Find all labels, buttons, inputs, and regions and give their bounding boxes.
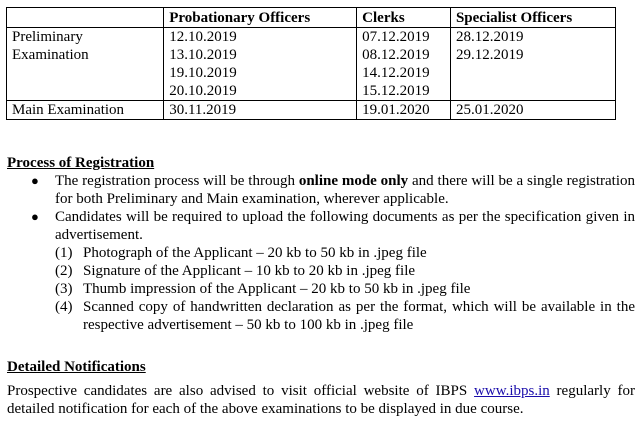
date-value: 19.10.2019 xyxy=(169,65,237,81)
notifications-heading: Detailed Notifications xyxy=(7,359,146,375)
notifications-paragraph xyxy=(7,382,635,418)
date-value: 15.12.2019 xyxy=(362,83,430,99)
document-number: (2) xyxy=(55,263,73,279)
date-value: 14.12.2019 xyxy=(362,65,430,81)
date-value: 19.01.2020 xyxy=(362,102,430,118)
clerks-prelim-dates xyxy=(357,28,451,101)
date-value: 07.12.2019 xyxy=(362,29,430,45)
date-value: 12.10.2019 xyxy=(169,29,237,45)
header-blank xyxy=(7,8,164,28)
bullet-text: Candidates will be required to upload the following documents as per the specification given in advertisement. xyxy=(55,209,635,243)
clerks-main-date xyxy=(357,101,451,120)
so-main-date xyxy=(450,101,615,120)
date-value: 30.11.2019 xyxy=(169,102,237,118)
date-value: 29.12.2019 xyxy=(455,47,524,63)
document-item xyxy=(55,244,635,262)
header-specialist-officers: Specialist Officers xyxy=(450,8,615,28)
document-text: Photograph of the Applicant – 20 kb to 50 kb in .jpeg file xyxy=(83,245,427,261)
date-value: 25.01.2020 xyxy=(455,102,524,118)
document-number: (4) xyxy=(55,299,73,315)
documents-list xyxy=(55,244,635,334)
date-value: 13.10.2019 xyxy=(169,47,237,63)
bullet-text-pre: The registration process will be through xyxy=(55,173,299,189)
notifications-text-pre: Prospective candidates are also advised to visit official website of IBPS xyxy=(7,383,475,399)
po-main-date xyxy=(164,101,357,120)
bullet-text-bold: online mode only xyxy=(298,173,409,189)
bullet-icon: ● xyxy=(31,209,39,224)
date-value: 20.10.2019 xyxy=(169,83,237,99)
header-clerks: Clerks xyxy=(357,8,451,28)
row-label-line: Examination xyxy=(12,47,89,63)
table-row-preliminary xyxy=(7,28,616,101)
registration-bullets xyxy=(7,172,635,334)
document-text: Scanned copy of handwritten declaration as per the format, which will be available in the respective advertisement – 50 kb to 100 kb in .jpeg file xyxy=(83,299,635,333)
document-text: Signature of the Applicant – 10 kb to 20 kb in .jpeg file xyxy=(83,263,416,279)
so-prelim-dates xyxy=(450,28,615,101)
ibps-website-link[interactable]: www.ibps.in xyxy=(474,383,550,399)
bullet-icon: ● xyxy=(31,173,39,188)
row-label-main xyxy=(7,101,164,120)
notifications-text-post: regularly for detailed notification for each of the above examinations to be displayed in due course. xyxy=(7,383,636,417)
document-item xyxy=(55,280,635,298)
notifications-section xyxy=(7,358,635,418)
document-number: (1) xyxy=(55,245,73,261)
po-prelim-dates xyxy=(164,28,357,101)
table-header-row xyxy=(7,8,616,28)
registration-heading: Process of Registration xyxy=(7,155,155,171)
list-item xyxy=(7,172,635,208)
row-label-line: Preliminary xyxy=(12,29,83,45)
date-value: 08.12.2019 xyxy=(362,47,430,63)
exam-schedule-table xyxy=(6,7,616,120)
document-text: Thumb impression of the Applicant – 20 kb to 50 kb in .jpeg file xyxy=(83,281,471,297)
bullet-text-post: and there will be a single registration for both Preliminary and Main examination, wherever applicable. xyxy=(55,173,635,207)
row-label-preliminary xyxy=(7,28,164,101)
header-probationary-officers: Probationary Officers xyxy=(164,8,357,28)
row-label-line: Main Examination xyxy=(12,102,125,118)
document-item xyxy=(55,298,635,334)
document-item xyxy=(55,262,635,280)
document-number: (3) xyxy=(55,281,73,297)
registration-section xyxy=(7,154,635,334)
list-item xyxy=(7,208,635,334)
table-row-main xyxy=(7,101,616,120)
date-value: 28.12.2019 xyxy=(455,29,524,45)
